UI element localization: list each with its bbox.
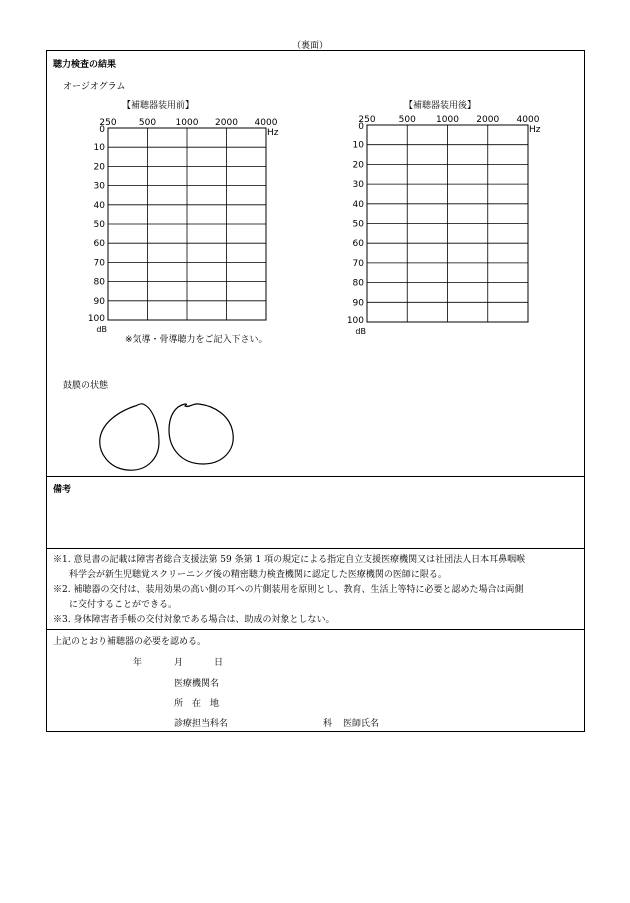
institution-name-field[interactable]: 医療機関名 bbox=[174, 679, 220, 689]
level-tick-label: 80 bbox=[93, 277, 105, 288]
level-tick-label: 80 bbox=[352, 278, 364, 289]
date-month-label[interactable]: 月 bbox=[174, 658, 184, 668]
freq-tick-label: 2000 bbox=[476, 115, 500, 125]
note-2: ※2. 補聴器の交付は、装用効果の高い側の耳への片側装用を原則とし、教育、生活上等特に必要と認めた場合は両側 bbox=[53, 585, 524, 595]
level-tick-label: 40 bbox=[352, 199, 364, 210]
divider bbox=[46, 548, 585, 549]
address-field[interactable]: 所 在 地 bbox=[174, 699, 220, 709]
freq-unit-label: Hz bbox=[529, 125, 541, 135]
note-1: ※1. 意見書の記載は障害者総合支援法第 59 条第 1 項の規定による指定自立支援医療機関又は社団法人日本耳鼻咽喉 bbox=[53, 555, 526, 565]
freq-tick-label: 4000 bbox=[254, 118, 278, 128]
audiogram-title-after: 【補聴器装用後】 bbox=[404, 101, 477, 111]
divider bbox=[46, 476, 585, 477]
page-side-label: （裏面） bbox=[292, 41, 329, 51]
level-tick-label: 70 bbox=[93, 258, 105, 269]
date-day-label[interactable]: 日 bbox=[214, 658, 224, 668]
freq-tick-label: 4000 bbox=[516, 115, 540, 125]
audiogram-before-chart[interactable] bbox=[86, 112, 296, 342]
audiogram-instruction: ※気導・骨導聴力をご記入下さい。 bbox=[125, 335, 268, 345]
level-tick-label: 20 bbox=[93, 162, 105, 173]
level-tick-label: 10 bbox=[352, 140, 364, 151]
level-tick-label: 40 bbox=[93, 200, 105, 211]
department-field[interactable]: 診療担当科名 bbox=[174, 719, 229, 729]
doctor-name-field[interactable]: 医師氏名 bbox=[343, 719, 380, 729]
department-suffix: 科 bbox=[323, 719, 333, 729]
audiogram-title-before: 【補聴器装用前】 bbox=[122, 101, 195, 111]
level-tick-label: 30 bbox=[352, 180, 364, 191]
note-2-continued: に交付することができる。 bbox=[69, 600, 178, 610]
freq-tick-label: 1000 bbox=[436, 115, 459, 125]
db-unit-label: dB bbox=[96, 325, 107, 334]
date-year-label[interactable]: 年 bbox=[133, 658, 143, 668]
level-tick-label: 90 bbox=[352, 298, 364, 309]
level-tick-label: 50 bbox=[93, 220, 105, 230]
certification-statement: 上記のとおり補聴器の必要を認める。 bbox=[53, 637, 207, 647]
level-tick-label: 60 bbox=[93, 239, 105, 250]
divider bbox=[46, 629, 585, 630]
right-eardrum-outline bbox=[169, 404, 233, 464]
level-tick-label: 10 bbox=[93, 143, 105, 154]
freq-unit-label: Hz bbox=[267, 128, 279, 138]
level-tick-label: 70 bbox=[352, 258, 364, 269]
left-eardrum-outline bbox=[100, 404, 159, 470]
db-unit-label: dB bbox=[355, 327, 366, 336]
freq-tick-label: 250 bbox=[358, 115, 376, 125]
hearing-section-title: 聴力検査の結果 bbox=[53, 60, 117, 70]
level-tick-label: 30 bbox=[93, 181, 105, 192]
remarks-title: 備考 bbox=[53, 485, 72, 495]
audiogram-after-chart[interactable] bbox=[345, 110, 555, 340]
audiogram-label: オージオグラム bbox=[63, 82, 126, 92]
freq-tick-label: 1000 bbox=[175, 118, 199, 128]
eardrum-diagram[interactable] bbox=[95, 398, 245, 473]
level-tick-label: 100 bbox=[346, 316, 364, 326]
note-3: ※3. 身体障害者手帳の交付対象である場合は、助成の対象としない。 bbox=[53, 615, 335, 625]
level-tick-label: 60 bbox=[352, 239, 364, 250]
freq-tick-label: 500 bbox=[138, 118, 157, 128]
level-tick-label: 50 bbox=[352, 219, 364, 230]
eardrum-label: 鼓膜の状態 bbox=[63, 381, 109, 391]
level-tick-label: 0 bbox=[358, 122, 364, 132]
level-tick-label: 20 bbox=[352, 160, 364, 171]
freq-tick-label: 250 bbox=[99, 118, 117, 128]
note-1-continued: 科学会が新生児聴覚スクリーニング後の精密聴力検査機関に認定した医療機関の医師に限る。 bbox=[69, 570, 447, 580]
freq-tick-label: 500 bbox=[398, 115, 416, 125]
level-tick-label: 100 bbox=[87, 314, 105, 324]
freq-tick-label: 2000 bbox=[215, 118, 238, 128]
level-tick-label: 0 bbox=[99, 125, 105, 135]
level-tick-label: 90 bbox=[93, 296, 105, 307]
